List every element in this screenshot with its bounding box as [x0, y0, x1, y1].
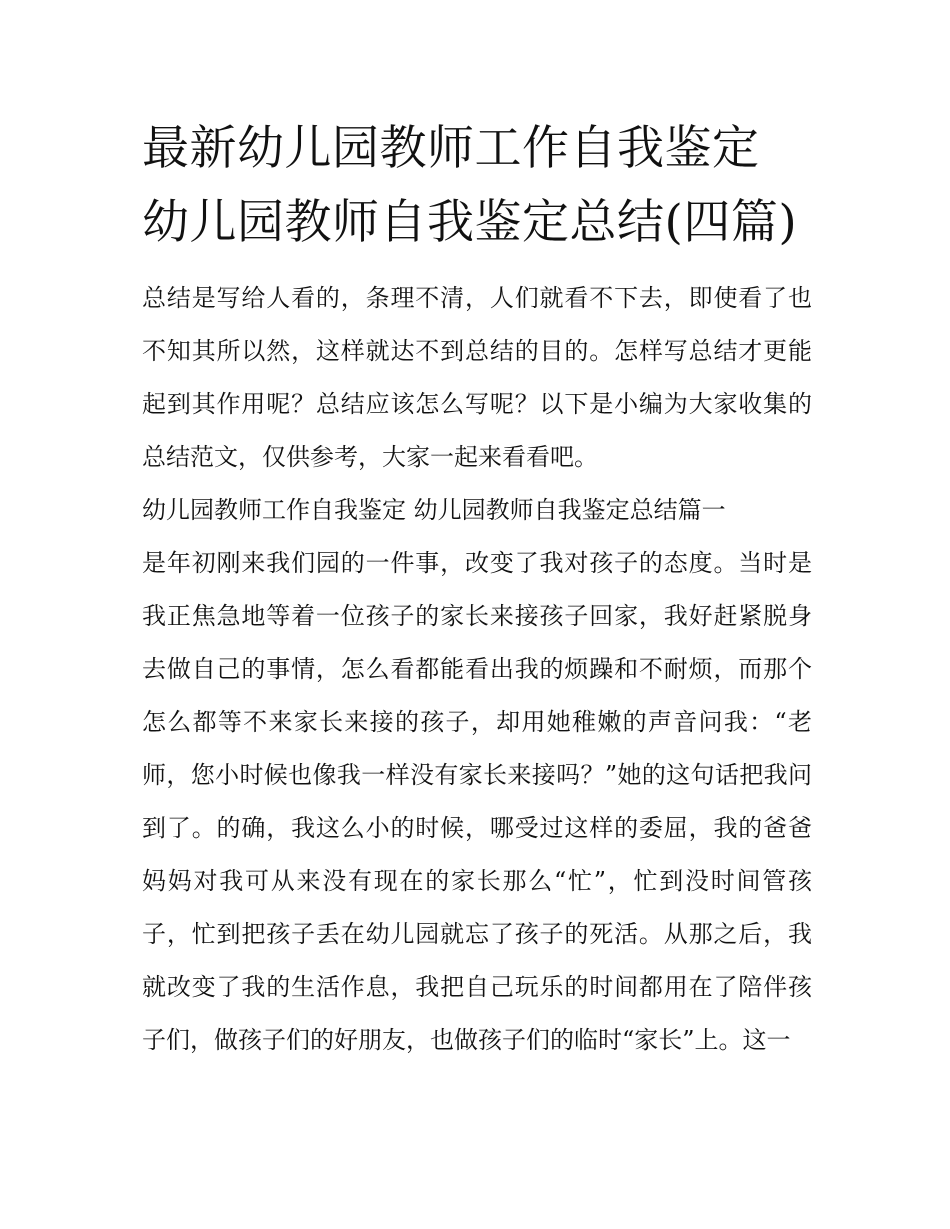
intro-paragraph: 总结是写给人看的，条理不清，人们就看不下去，即使看了也不知其所以然，这样就达不到总结的目的。怎样写总结才更能起到其作用呢？总结应该怎么写呢？以下是小编为大家收集的总结范文，仅供参考，大家一起来看看吧。: [142, 284, 812, 471]
document-title: 最新幼儿园教师工作自我鉴定 幼儿园教师自我鉴定总结(四篇): [142, 121, 798, 250]
body-paragraph: 是年初刚来我们园的一件事，改变了我对孩子的态度。当时是我正焦急地等着一位孩子的家长来接孩子回家，我好赶紧脱身去做自己的事情，怎么看都能看出我的烦躁和不耐烦，而那个怎么都等不来家长来接的孩子，却用她稚嫩的声音问我：“老师，您小时候也像我一样没有家长来接吗？”她的这句话把我问到了。的确，我这么小的时候，哪受过这样的委屈，我的爸爸妈妈对我可从来没有现在的家长那么“忙”，忙到没时间管孩子，忙到把孩子丢在幼儿园就忘了孩子的死活。从那之后，我就改变了我的生活作息，我把自己玩乐的时间都用在了陪伴孩子们，做孩子们的好朋友，也做孩子们的临时“家长”上。这一: [142, 549, 812, 1054]
document-content: [142, 112, 812, 1067]
section-heading: 幼儿园教师工作自我鉴定 幼儿园教师自我鉴定总结篇一: [142, 496, 726, 524]
